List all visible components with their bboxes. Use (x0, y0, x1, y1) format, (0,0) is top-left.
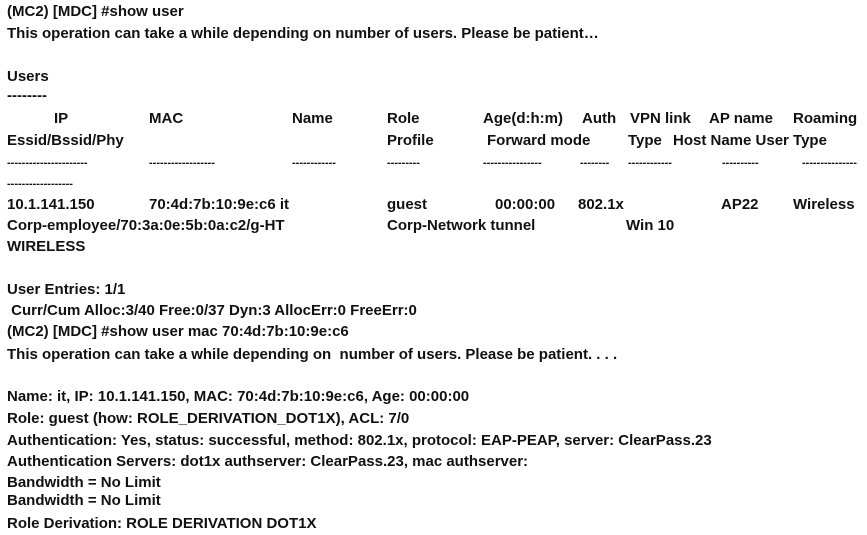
col-header-profile: Profile (387, 132, 434, 149)
users-heading: Users (7, 68, 49, 85)
row-auth: 802.1x (578, 196, 624, 213)
show-user-command: (MC2) [MDC] #show user (7, 3, 184, 20)
detail-bandwidth-2: Bandwidth = No Limit (7, 492, 161, 509)
row-essid: Corp-employee/70:3a:0e:5b:0a:c2/g-HT (7, 217, 285, 234)
row-mac-name: 70:4d:7b:10:9e:c6 it (149, 196, 290, 213)
col-header-forward-mode: Forward mode (487, 132, 591, 149)
col-header-ap-name: AP name (709, 110, 773, 127)
separator-mac: ------------------ (149, 157, 215, 169)
row-ip: 10.1.141.150 (7, 196, 95, 213)
row-roaming: Wireless (793, 196, 855, 213)
separator-ip: ---------------------- (7, 157, 88, 169)
col-header-mac: MAC (149, 110, 184, 127)
separator-auth: -------- (580, 157, 610, 169)
detail-auth-servers-line: Authentication Servers: dot1x authserver: ClearPass.23, mac authserver: (7, 453, 529, 470)
separator-name: ------------ (292, 157, 336, 169)
row-profile-forward: Corp-Network tunnel (387, 217, 536, 234)
row-user-type: WIRELESS (7, 238, 86, 255)
detail-role-derivation: Role Derivation: ROLE DERIVATION DOT1X (7, 515, 317, 532)
separator-role: --------- (387, 157, 420, 169)
separator-vpn: ------------ (628, 157, 672, 169)
row-role: guest (387, 196, 428, 213)
row-ap-name: AP22 (721, 196, 759, 213)
patience-notice: This operation can take a while depending on number of users. Please be patient… (7, 25, 599, 42)
col-header-age: Age(d:h:m) (483, 110, 563, 127)
col-header-role: Role (387, 110, 420, 127)
user-entries: User Entries: 1/1 (7, 281, 126, 298)
col-header-auth: Auth (582, 110, 617, 127)
alloc-stats: Curr/Cum Alloc:3/40 Free:0/37 Dyn:3 AllocErr:0 FreeErr:0 (7, 302, 417, 319)
show-user-mac-command: (MC2) [MDC] #show user mac 70:4d:7b:10:9e:c6 (7, 323, 349, 340)
col-header-type: Type (628, 132, 662, 149)
users-heading-underline: -------- (7, 87, 47, 104)
detail-auth-line: Authentication: Yes, status: successful, method: 802.1x, protocol: EAP-PEAP, server: ClearPass.23 (7, 432, 712, 449)
col-header-host-user-type: Host Name User Type (673, 132, 827, 149)
detail-role-line: Role: guest (how: ROLE_DERIVATION_DOT1X), ACL: 7/0 (7, 410, 410, 427)
separator-roaming: --------------- (802, 157, 857, 169)
separator-age: ---------------- (483, 157, 542, 169)
detail-bandwidth-1: Bandwidth = No Limit (7, 474, 161, 491)
col-header-essid: Essid/Bssid/Phy (7, 132, 124, 149)
row-age: 00:00:00 (495, 196, 556, 213)
col-header-vpn-link: VPN link (630, 110, 691, 127)
col-header-ip: IP (54, 110, 69, 127)
separator-wrap: ------------------ (7, 178, 73, 190)
patience-notice-2: This operation can take a while depending on number of users. Please be patient. . . . (7, 346, 618, 363)
col-header-roaming: Roaming (793, 110, 858, 127)
detail-name-line: Name: it, IP: 10.1.141.150, MAC: 70:4d:7b:10:9e:c6, Age: 00:00:00 (7, 388, 470, 405)
separator-ap: ---------- (722, 157, 759, 169)
row-os: Win 10 (626, 217, 675, 234)
col-header-name: Name (292, 110, 333, 127)
